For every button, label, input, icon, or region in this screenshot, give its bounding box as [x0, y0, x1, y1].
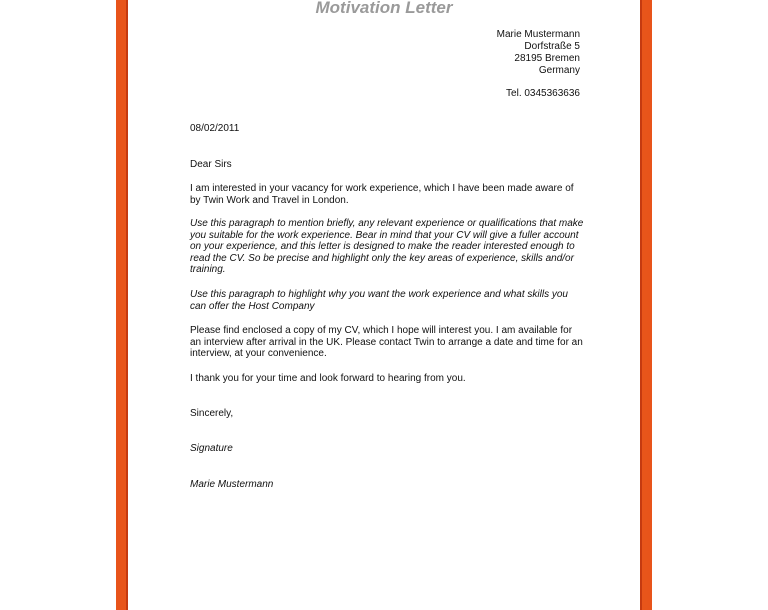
sender-address: [497, 29, 580, 77]
letter-date: 08/02/2011: [190, 123, 240, 134]
border-edge-right: [640, 0, 642, 610]
paragraph-thanks: I thank you for your time and look forward to hearing from you.: [190, 373, 466, 384]
signer-name: Marie Mustermann: [190, 479, 274, 490]
paragraph-intro: I am interested in your vacancy for work experience, which I have been made aware of by Twin Work and Travel in London.: [190, 183, 574, 206]
sender-city: 28195 Bremen: [514, 53, 580, 64]
sender-street: Dorfstraße 5: [524, 41, 580, 52]
closing: Sincerely,: [190, 408, 234, 419]
paragraph-experience: Use this paragraph to mention briefly, any relevant experience or qualifications that make you suitable for the work experience. Bear in mind that your CV will give a fuller account on your experience, and this letter is designed to make the reader interested enough to read the CV. So be precise and highlight only the key areas of experience, skills and/or training.: [190, 218, 584, 275]
letter-title: Motivation Letter: [315, 0, 453, 17]
sender-phone: Tel. 0345363636: [506, 88, 580, 99]
signature: Signature: [190, 443, 233, 454]
sender-country: Germany: [538, 65, 580, 76]
paragraph-enclosure: Please find enclosed a copy of my CV, which I hope will interest you. I am available for an interview after arrival in the UK. Please contact Twin to arrange a date and time for an interview, at your convenience.: [190, 325, 583, 359]
sender-name: Marie Mustermann: [496, 29, 580, 40]
salutation: Dear Sirs: [190, 159, 232, 170]
paragraph-motivation: Use this paragraph to highlight why you want the work experience and what skills you can offer the Host Company: [190, 289, 568, 312]
